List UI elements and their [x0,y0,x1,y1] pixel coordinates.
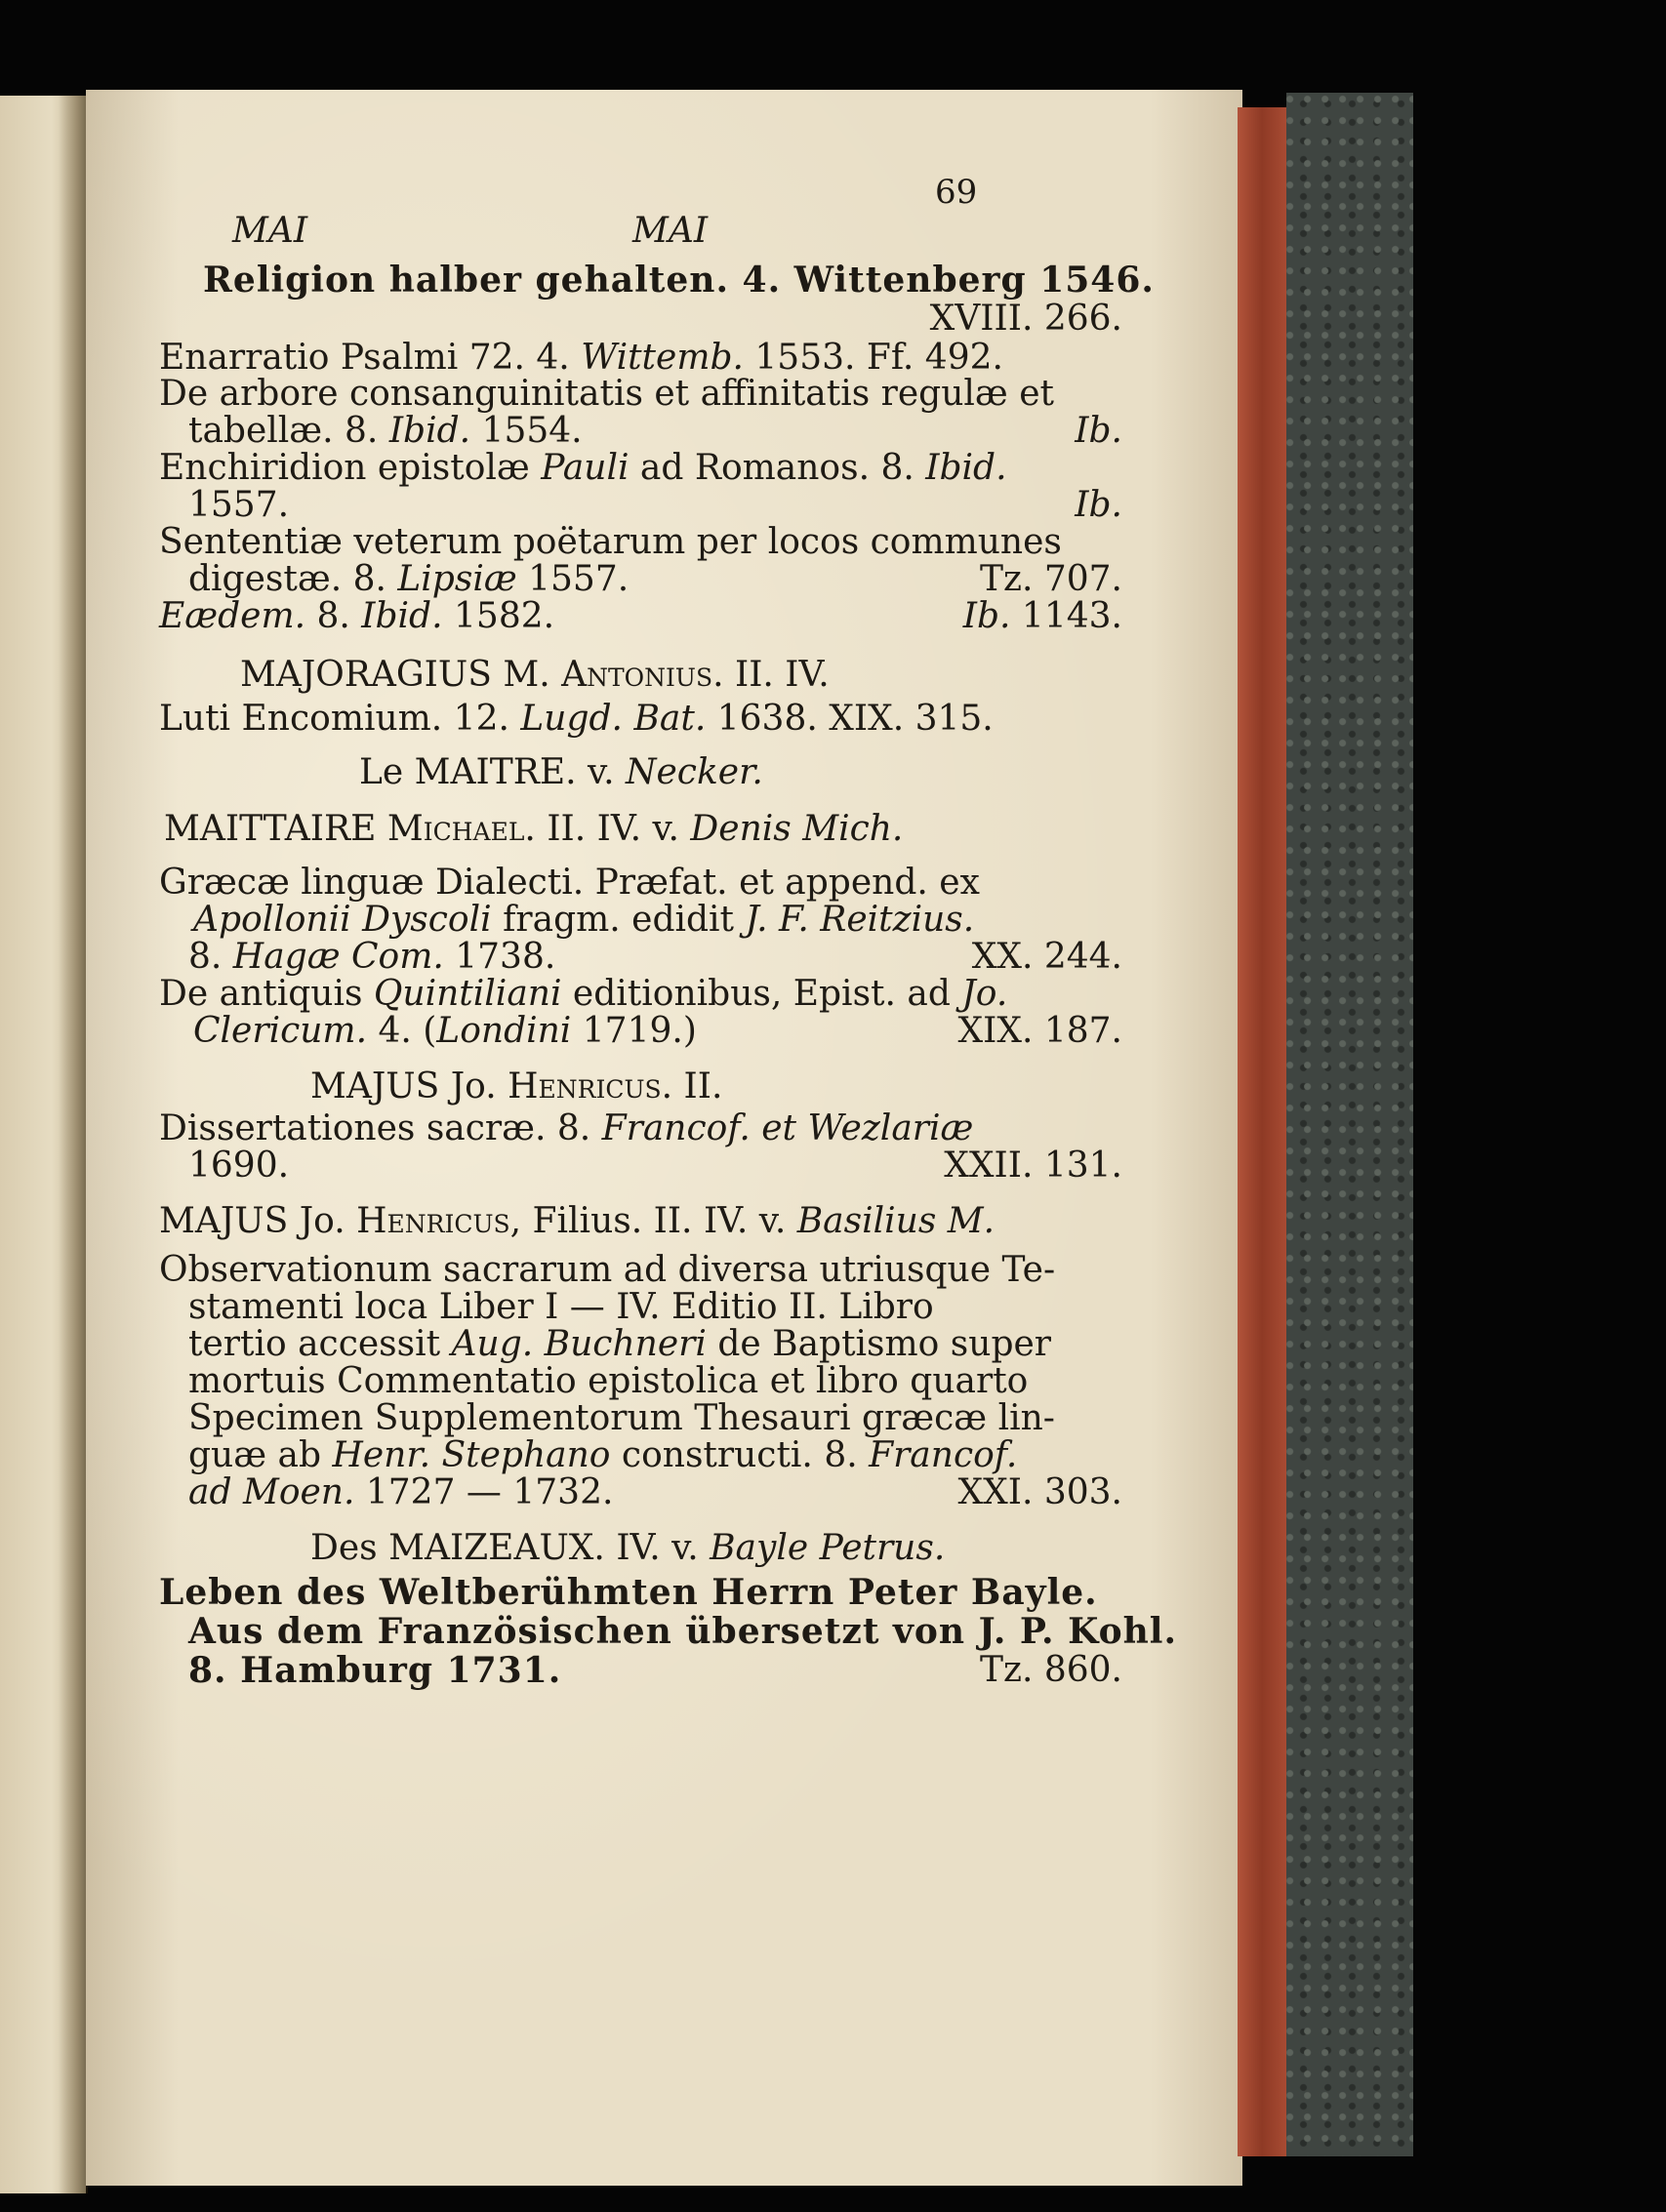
text-line: tabellæ. 8. Ibid. 1554. [188,411,583,451]
text-line: Sententiæ veterum poëtarum per locos communes [159,522,1062,562]
text-line: Observationum sacrarum ad diversa utriusque Te- [159,1250,1056,1290]
entry-heading: MAJUS Jo. Henricus, Filius. II. IV. v. Basilius M. [159,1201,996,1241]
text-line: Specimen Supplementorum Thesauri græcæ lin- [188,1398,1055,1438]
text-line: mortuis Commentatio epistolica et libro quarto [188,1361,1029,1401]
text-line: stamenti loca Liber I — IV. Editio II. Libro [188,1287,934,1327]
entry-heading: MAJORAGIUS M. Antonius. II. IV. [240,655,830,695]
text-line: Eædem. 8. Ibid. 1582. [159,596,555,636]
text-line: ad Moen. 1727 — 1732. [188,1472,614,1512]
text-line: XX. 244. [971,937,1122,977]
text-line: Leben des Weltberühmten Herrn Peter Bayle. [159,1572,1098,1613]
text-line: Tz. 860. [979,1650,1122,1690]
text-line: Enchiridion epistolæ Pauli ad Romanos. 8. Ibid. [159,448,1007,488]
text-line: De antiquis Quintiliani editionibus, Epist. ad Jo. [159,974,1008,1014]
book-gutter-shadow [59,96,88,2193]
book-cover-spine [1286,93,1413,2156]
text-line: Apollonii Dyscoli fragm. edidit J. F. Reitzius. [193,900,975,940]
text-line: Ib. 1143. [962,596,1122,636]
entry-heading: Le MAITRE. v. Necker. [359,752,763,792]
page-edges-red [1238,107,1286,2156]
text-line: tertio accessit Aug. Buchneri de Baptismo super [188,1324,1052,1364]
entry-heading: MAJUS Jo. Henricus. II. [310,1066,723,1106]
text-line: guæ ab Henr. Stephano constructi. 8. Francof. [188,1435,1018,1475]
page-text [86,90,1242,2186]
text-line: Dissertationes sacræ. 8. Francof. et Wezlariæ [159,1108,974,1148]
text-line: Tz. 707. [979,559,1122,599]
text-line: De arbore consanguinitatis et affinitatis regulæ et [159,374,1054,414]
text-line: Luti Encomium. 12. Lugd. Bat. 1638. XIX. 315. [159,699,994,739]
text-line: 1690. [188,1146,290,1186]
text-line: Græcæ linguæ Dialecti. Præfat. et append. ex [159,863,980,903]
entry-heading: MAITTAIRE Michael. II. IV. v. Denis Mich. [164,809,904,849]
text-line: Ib. [1075,411,1122,451]
entry-heading: Des MAIZEAUX. IV. v. Bayle Petrus. [310,1528,946,1568]
text-line: 8. Hamburg 1731. [188,1650,562,1691]
text-line: Clericum. 4. (Londini 1719.) [193,1011,697,1051]
text-line: Enarratio Psalmi 72. 4. Wittemb. 1553. Ff. 492. [159,338,1003,378]
text-line: Aus dem Französischen übersetzt von J. P. Kohl. [188,1611,1178,1652]
text-line: digestæ. 8. Lipsiæ 1557. [188,559,630,599]
text-line: 8. Hagæ Com. 1738. [188,937,556,977]
text-line: XXI. 303. [957,1472,1122,1512]
running-head-left: MAI [232,211,308,251]
page-number: 69 [935,173,978,212]
text-line: XVIII. 266. [929,299,1122,339]
text-line: XIX. 187. [957,1011,1122,1051]
text-line: XXII. 131. [944,1146,1122,1186]
text-line: Religion halber gehalten. 4. Wittenberg 1546. [203,260,1155,301]
running-head-right: MAI [632,211,709,251]
book-page [86,90,1242,2186]
text-line: Ib. [1075,485,1122,525]
text-line: 1557. [188,485,290,525]
